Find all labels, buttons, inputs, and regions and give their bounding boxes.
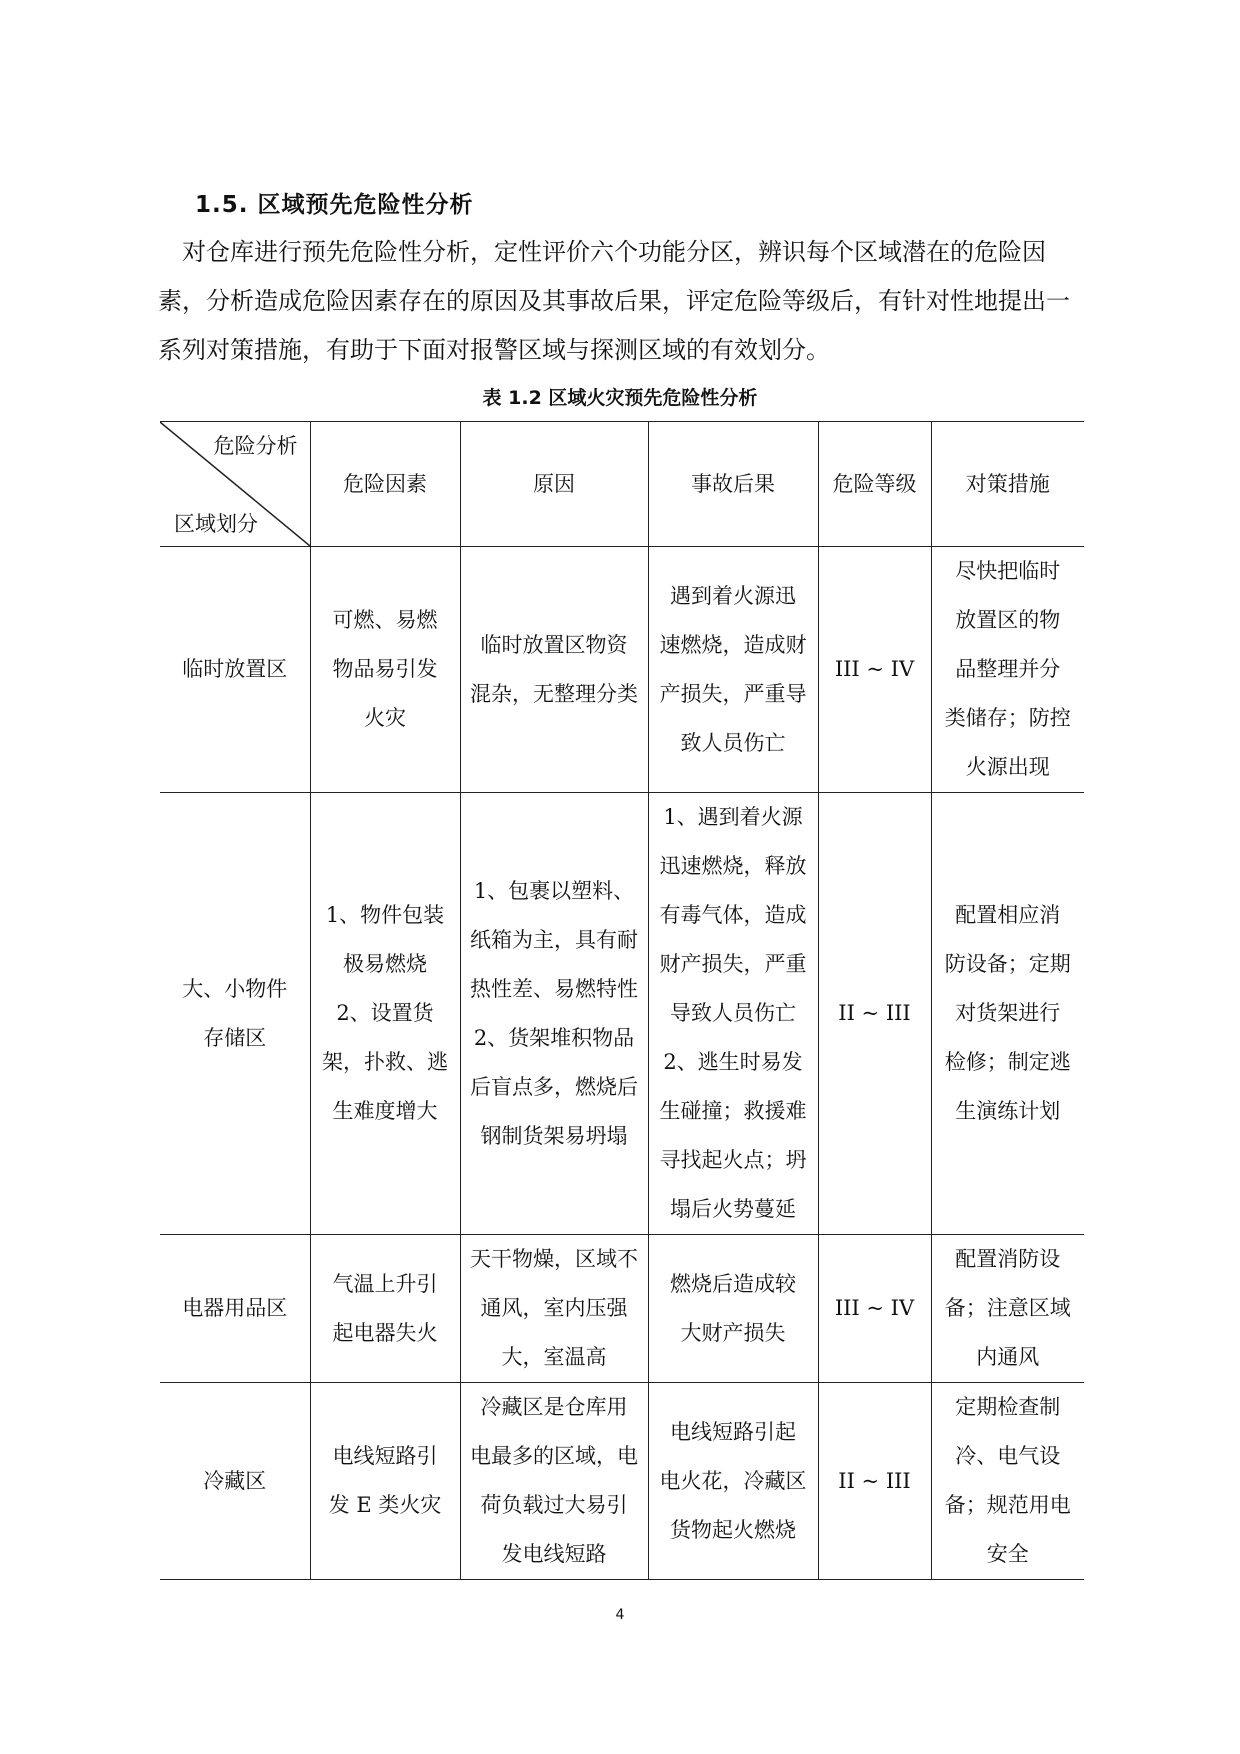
corner-top-label: 危险分析 bbox=[213, 434, 298, 458]
factor-text: 气温上升引 起电器失火 bbox=[332, 1271, 438, 1345]
cell-factor bbox=[310, 1383, 460, 1580]
measures-text: 尽快把临时 放置区的物 品整理并分 类储存；防控 火源出现 bbox=[944, 559, 1071, 779]
zone-text: 临时放置区 bbox=[182, 657, 288, 681]
consequence-text: 遇到着火源迅 速燃烧，造成财 产损失，严重导 致人员伤亡 bbox=[659, 583, 807, 755]
measures-text: 配置消防设 备；注意区域 内通风 bbox=[944, 1247, 1071, 1369]
column-header: 原因 bbox=[460, 422, 648, 547]
factor-text: 1、物件包装 极易燃烧 2、设置货 架，扑救、逃 生难度增大 bbox=[322, 903, 448, 1123]
cell-zone bbox=[160, 1235, 310, 1383]
cause-text: 1、包裹以塑料、 纸箱为主，具有耐 热性差、易燃特性 2、货架堆积物品 后盲点多，燃烧后 钢制货架易坍塌 bbox=[470, 878, 638, 1148]
cell-consequence bbox=[648, 793, 818, 1235]
cell-level bbox=[818, 547, 931, 793]
cause-text: 冷藏区是仓库用 电最多的区域，电 荷负载过大易引 发电线短路 bbox=[470, 1395, 638, 1566]
column-header: 事故后果 bbox=[648, 422, 818, 547]
cell-factor bbox=[310, 547, 460, 793]
cell-zone bbox=[160, 547, 310, 793]
page-number: 4 bbox=[615, 1607, 625, 1623]
cause-text: 天干物燥，区域不 通风，室内压强 大，室温高 bbox=[470, 1247, 638, 1369]
column-header: 危险因素 bbox=[310, 422, 460, 547]
factor-text: 可燃、易燃 物品易引发 火灾 bbox=[332, 608, 438, 730]
zone-text: 冷藏区 bbox=[203, 1468, 267, 1493]
cell-level bbox=[818, 1383, 931, 1580]
table-caption: 表 1.2 区域火灾预先危险性分析 bbox=[482, 387, 758, 409]
consequence-text: 燃烧后造成较 大财产损失 bbox=[670, 1271, 796, 1345]
table-row bbox=[160, 547, 1084, 793]
intro-line: 素，分析造成危险因素存在的原因及其事故后果，评定危险等级后，有针对性地提出一 bbox=[158, 287, 1070, 315]
table-header-row bbox=[160, 422, 1084, 547]
cell-factor bbox=[310, 1235, 460, 1383]
consequence-text: 1、遇到着火源 迅速燃烧，释放 有毒气体，造成 财产损失，严重 导致人员伤亡 2、逃生时易发 生碰撞；救援难 寻找起火点；坍 塌后火势蔓延 bbox=[659, 805, 807, 1221]
level-text: II ~ III bbox=[838, 1468, 911, 1493]
cell-measures bbox=[931, 1383, 1084, 1580]
measures-text: 定期检查制 冷、电气设 备；规范用电 安全 bbox=[944, 1395, 1071, 1566]
consequence-text: 电线短路引起 电火花，冷藏区 货物起火燃烧 bbox=[659, 1419, 807, 1542]
corner-header-cell bbox=[160, 422, 310, 547]
corner-bottom-label: 区域划分 bbox=[174, 512, 258, 536]
cell-zone bbox=[160, 1383, 310, 1580]
cell-zone bbox=[160, 793, 310, 1235]
cell-level bbox=[818, 793, 931, 1235]
cell-level bbox=[818, 1235, 931, 1383]
cell-measures bbox=[931, 547, 1084, 793]
zone-text: 大、小物件 存储区 bbox=[182, 976, 288, 1050]
intro-line: 系列对策措施，有助于下面对报警区域与探测区域的有效划分。 bbox=[158, 336, 830, 364]
cell-cause bbox=[460, 793, 648, 1235]
table-body bbox=[160, 547, 1084, 1580]
level-text: II ~ III bbox=[838, 1001, 911, 1025]
level-text: III ~ IV bbox=[834, 1296, 915, 1320]
level-text: III ~ IV bbox=[834, 657, 915, 681]
cause-text: 临时放置区物资 混杂，无整理分类 bbox=[470, 632, 638, 706]
table-row bbox=[160, 793, 1084, 1235]
cell-cause bbox=[460, 1383, 648, 1580]
cell-consequence bbox=[648, 547, 818, 793]
cell-consequence bbox=[648, 1235, 818, 1383]
cell-consequence bbox=[648, 1383, 818, 1580]
cell-factor bbox=[310, 793, 460, 1235]
intro-paragraph bbox=[158, 228, 1098, 375]
factor-text: 电线短路引 发 E 类火灾 bbox=[328, 1444, 442, 1517]
table-row bbox=[160, 1383, 1084, 1580]
cell-measures bbox=[931, 1235, 1084, 1383]
measures-text: 配置相应消 防设备；定期 对货架进行 检修；制定逃 生演练计划 bbox=[944, 903, 1071, 1123]
cell-cause bbox=[460, 1235, 648, 1383]
column-header: 危险等级 bbox=[818, 422, 931, 547]
risk-analysis-table bbox=[160, 421, 1084, 1580]
cell-cause bbox=[460, 547, 648, 793]
zone-text: 电器用品区 bbox=[182, 1296, 288, 1320]
intro-line: 对仓库进行预先危险性分析，定性评价六个功能分区，辨识每个区域潜在的危险因 bbox=[158, 238, 1046, 266]
cell-measures bbox=[931, 793, 1084, 1235]
section-heading: 1.5. 区域预先危险性分析 bbox=[195, 192, 474, 218]
column-header: 对策措施 bbox=[931, 422, 1084, 547]
table-row bbox=[160, 1235, 1084, 1383]
